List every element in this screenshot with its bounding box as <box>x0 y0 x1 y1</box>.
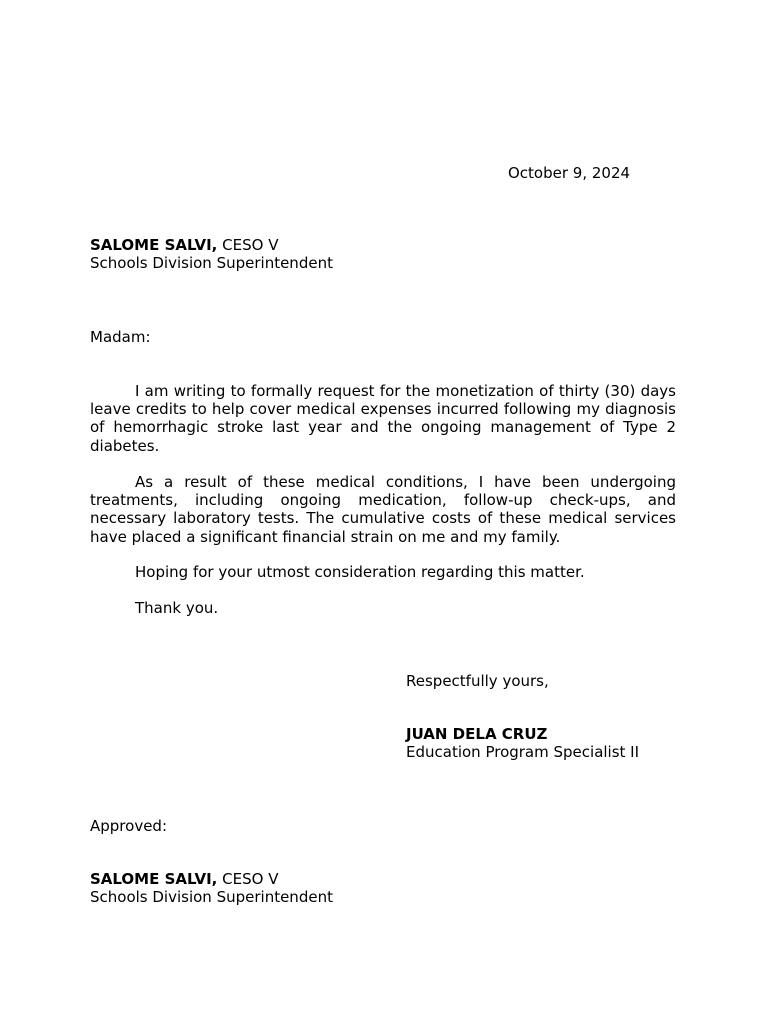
body-paragraph-4: Thank you. <box>135 599 219 617</box>
letter-date: October 9, 2024 <box>508 164 631 182</box>
salutation: Madam: <box>90 328 151 346</box>
addressee-name-line <box>90 236 333 254</box>
approval-label: Approved: <box>90 817 167 835</box>
signer-block <box>406 725 639 761</box>
body-paragraph-3: Hoping for your utmost consideration regarding this matter. <box>135 563 585 581</box>
addressee-suffix: CESO V <box>217 236 279 254</box>
body-paragraph-1: I am writing to formally request for the monetization of thirty (30) days leave credits to help cover medical expenses incurred following my diagnosis of hemorrhagic stroke last year and the ongoing management of Type 2 diabetes. <box>90 382 676 455</box>
signer-title: Education Program Specialist II <box>406 743 640 762</box>
approver-block <box>90 870 333 906</box>
complimentary-closing: Respectfully yours, <box>406 672 549 690</box>
signer-name: JUAN DELA CRUZ <box>406 725 548 743</box>
approver-title: Schools Division Superintendent <box>90 888 333 907</box>
approver-name: SALOME SALVI, <box>90 870 218 888</box>
addressee-block <box>90 236 333 272</box>
approver-name-line <box>90 870 333 888</box>
body-paragraph-2: As a result of these medical conditions, I have been undergoing treatments, including ongoing medication, follow-up check-ups, and necessary laboratory tests. The cumulative costs of these medical services have placed a significant financial strain on me and my family. <box>90 473 676 546</box>
approver-suffix: CESO V <box>217 870 279 888</box>
addressee-title: Schools Division Superintendent <box>90 254 333 273</box>
addressee-name: SALOME SALVI, <box>90 236 218 254</box>
